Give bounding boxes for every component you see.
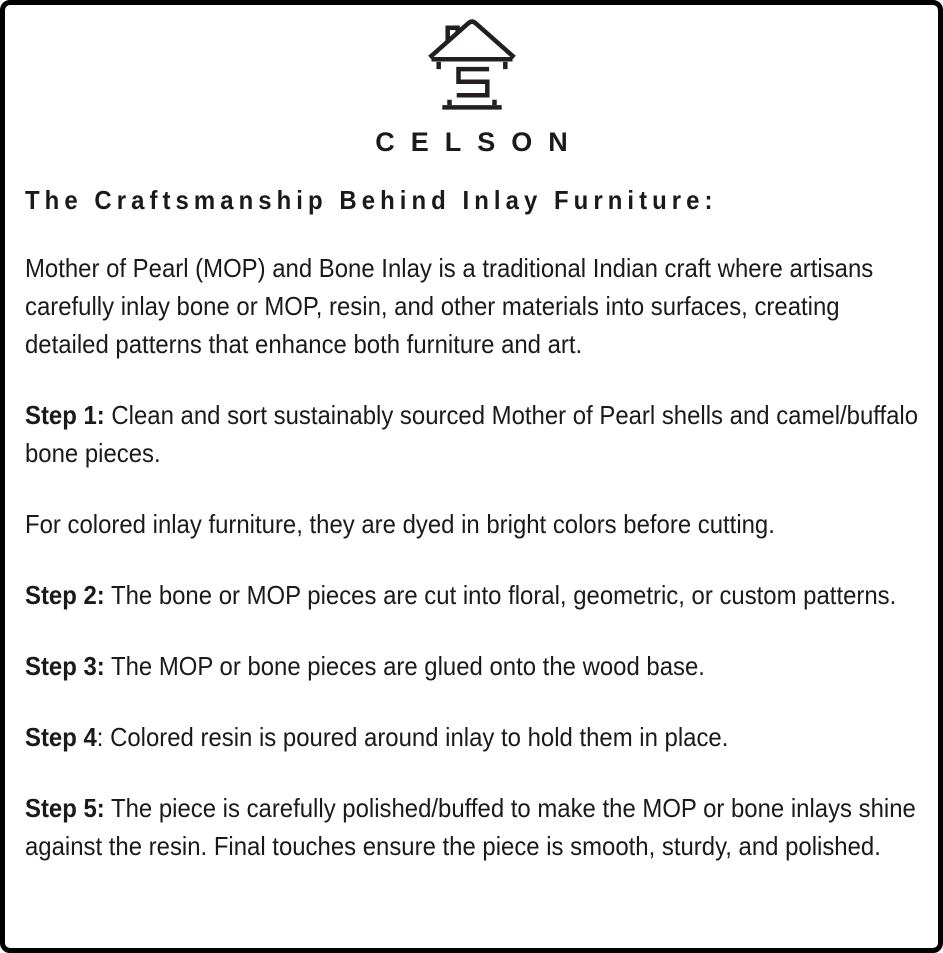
brand-logo xyxy=(25,15,918,116)
document-content xyxy=(25,184,927,865)
roof-stroke xyxy=(429,22,514,58)
step-2-paragraph xyxy=(25,576,927,614)
paragraph-text: Clean and sort sustainably sourced Mother of Pearl shells and camel/buffalo bone pieces. xyxy=(25,400,919,468)
paragraph-text: For colored inlay furniture, they are dyed in bright colors before cutting. xyxy=(25,509,775,539)
house-logo-icon xyxy=(418,15,526,116)
step-label: Step 5: xyxy=(25,793,105,823)
step-3-paragraph xyxy=(25,647,927,685)
paragraph-text: The MOP or bone pieces are glued onto the wood base. xyxy=(104,651,705,681)
step-label: Step 4 xyxy=(25,722,97,752)
s-monogram-stroke xyxy=(456,69,488,95)
paragraph-text: The bone or MOP pieces are cut into floral, geometric, or custom patterns. xyxy=(104,580,897,610)
brand-name: CELSON xyxy=(375,127,584,157)
page-title: The Craftsmanship Behind Inlay Furniture: xyxy=(25,185,718,215)
paragraph-text: : Colored resin is poured around inlay to hold them in place. xyxy=(96,722,729,752)
step-1-paragraph xyxy=(25,396,927,472)
paragraph-text: The piece is carefully polished/buffed to make the MOP or bone inlays shine against the resin. Final touches ensure the piece is smooth, sturdy, and polished. xyxy=(25,793,916,861)
step-4-paragraph xyxy=(25,718,927,756)
base-posts-stroke xyxy=(449,100,494,105)
intro-paragraph xyxy=(25,249,927,363)
paragraph-text: Mother of Pearl (MOP) and Bone Inlay is a traditional Indian craft where artisans carefully inlay bone or MOP, resin, and other materials into surfaces, creating detailed patterns that enhance both furniture and art. xyxy=(25,253,874,359)
step-label: Step 3: xyxy=(25,651,105,681)
step-label: Step 2: xyxy=(25,580,105,610)
step-5-paragraph xyxy=(25,789,927,865)
step-label: Step 1: xyxy=(25,400,105,430)
colored-inlay-paragraph xyxy=(25,505,927,543)
